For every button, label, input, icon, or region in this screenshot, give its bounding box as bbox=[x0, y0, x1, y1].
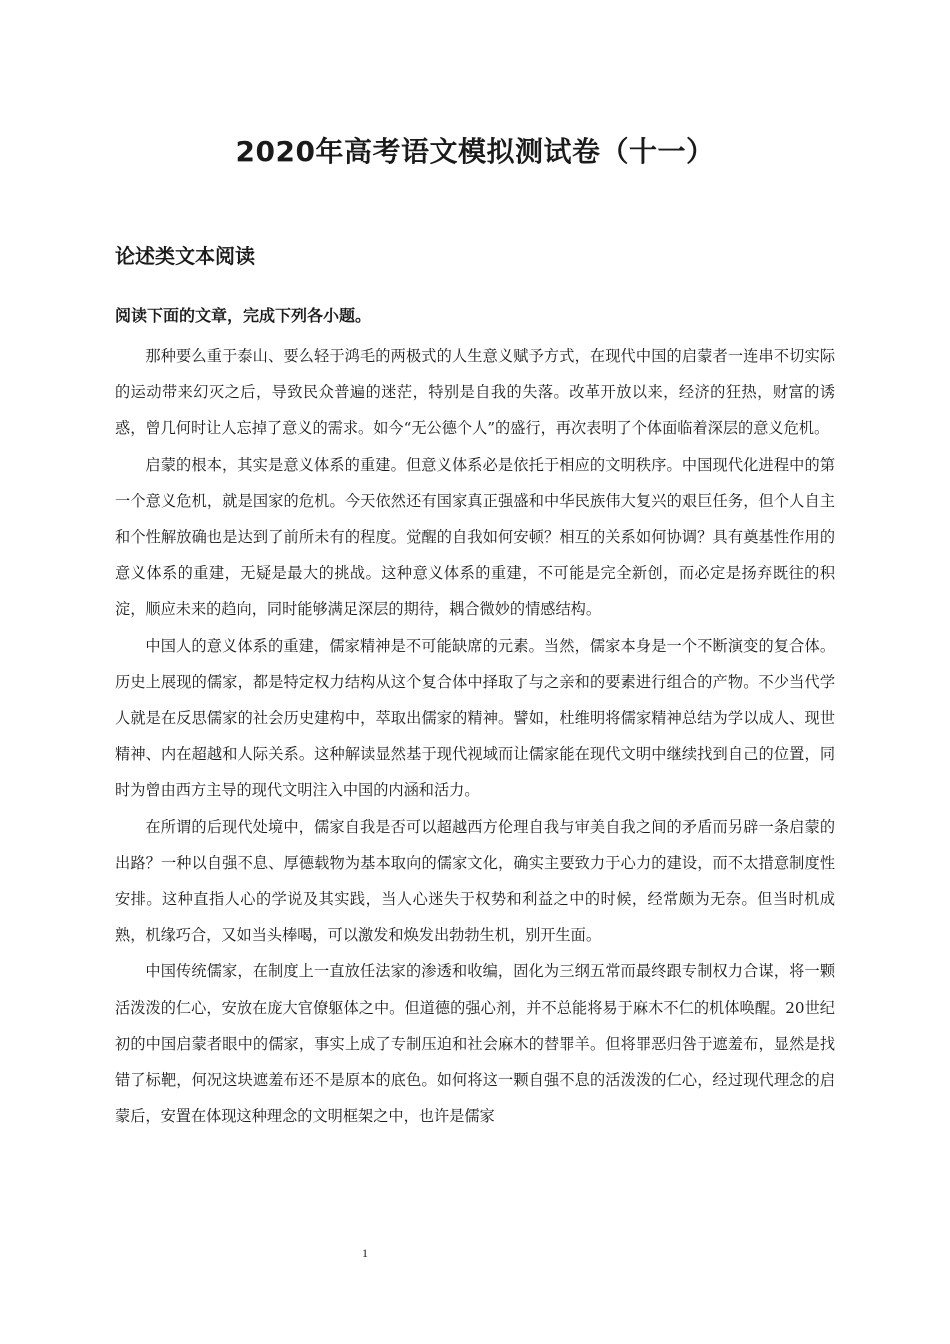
document-title: 2020年高考语文模拟测试卷（十一） bbox=[235, 135, 715, 168]
paragraph: 启蒙的根本，其实是意义体系的重建。但意义体系必是依托于相应的文明秩序。中国现代化进程中的第一个意义危机，就是国家的危机。今天依然还有国家真正强盛和中华民族伟大复兴的艰巨任务，但个人自主和个性解放确也是达到了前所未有的程度。觉醒的自我如何安顿？相互的关系如何协调？具有奠基性作用的意义体系的重建，无疑是最大的挑战。这种意义体系的重建，不可能是完全新创，而必定是扬弃既往的积淀，顺应未来的趋向，同时能够满足深层的期待，耦合微妙的情感结构。 bbox=[115, 455, 835, 619]
page-number: 1 bbox=[362, 1246, 368, 1260]
paragraph: 中国传统儒家，在制度上一直放任法家的渗透和收编，固化为三纲五常而最终跟专制权力合谋，将一颗活泼泼的仁心，安放在庞大官僚躯体之中。但道德的强心剂，并不总能将易于麻木不仁的机体唤醒。20世纪初的中国启蒙者眼中的儒家，事实上成了专制压迫和社会麻木的替罪羊。但将罪恶归咎于遮羞布，显然是找错了标靶，何况这块遮羞布还不是原本的底色。如何将这一颗自强不息的活泼泼的仁心，经过现代理念的启蒙后，安置在体现这种理念的文明框架之中，也许是儒家 bbox=[115, 962, 835, 1126]
reading-instruction: 阅读下面的文章，完成下列各小题。 bbox=[115, 306, 372, 325]
paragraph: 中国人的意义体系的重建，儒家精神是不可能缺席的元素。当然，儒家本身是一个不断演变的复合体。历史上展现的儒家，都是特定权力结构从这个复合体中择取了与之亲和的要素进行组合的产物。不少当代学人就是在反思儒家的社会历史建构中，萃取出儒家的精神。譬如，杜维明将儒家精神总结为学以成人、现世精神、内在超越和人际关系。这种解读显然基于现代视域而让儒家能在现代文明中继续找到自己的位置，同时为曾由西方主导的现代文明注入中国的内涵和活力。 bbox=[115, 636, 835, 800]
paragraph: 在所谓的后现代处境中，儒家自我是否可以超越西方伦理自我与审美自我之间的矛盾而另辟一条启蒙的出路？一种以自强不息、厚德载物为基本取向的儒家文化，确实主要致力于心力的建设，而不太措意制度性安排。这种直指人心的学说及其实践，当人心迷失于权势和利益之中的时候，经常颇为无奈。但当时机成熟，机缘巧合，又如当头棒喝，可以激发和焕发出勃勃生机，别开生面。 bbox=[115, 817, 835, 945]
article-body bbox=[115, 338, 835, 1134]
section-heading: 论述类文本阅读 bbox=[115, 244, 255, 268]
paragraph: 那种要么重于泰山、要么轻于鸿毛的两极式的人生意义赋予方式，在现代中国的启蒙者一连串不切实际的运动带来幻灭之后，导致民众普遍的迷茫，特别是自我的失落。改革开放以来，经济的狂热，财富的诱惑，曾几何时让人忘掉了意义的需求。如今“无公德个人”的盛行，再次表明了个体面临着深层的意义危机。 bbox=[115, 347, 835, 438]
